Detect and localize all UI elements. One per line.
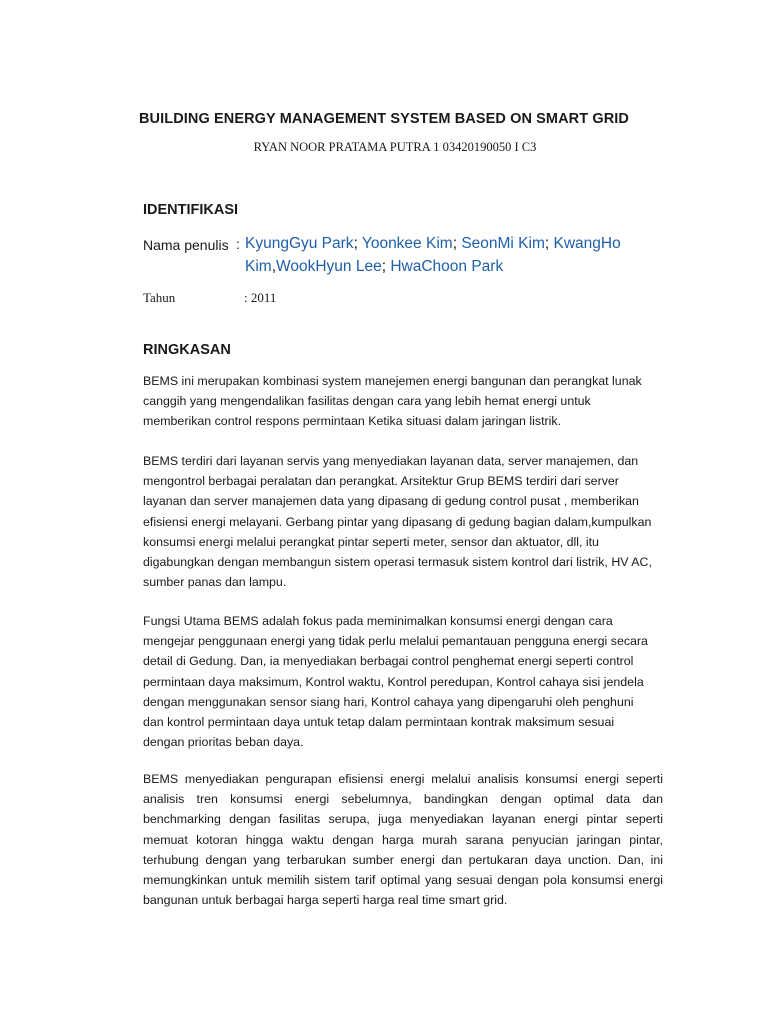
- paragraph-line: dengan menggunakan sensor siang hari, Kontrol cahaya yang dipengaruhi oleh penghuni: [143, 694, 634, 709]
- paragraph: [143, 451, 663, 592]
- author-name: WookHyun Lee: [276, 258, 382, 275]
- paragraph-line: mengejar penggunaan energi yang tidak perlu melalui pemantauan pengguna energi secara: [143, 634, 648, 649]
- paragraph-line: Fungsi Utama BEMS adalah fokus pada meminimalkan konsumsi energi dengan cara: [143, 614, 613, 628]
- author-name: Yoonkee Kim: [361, 235, 453, 252]
- paragraph-line: memuat kotoran hingga waktu dengan harga murah sarana penyucian jaringan pintar,: [143, 832, 663, 847]
- paragraph-line: layanan dan server manajemen data yang dipasang di gedung control pusat , memberikan: [143, 494, 639, 509]
- nama-penulis-colon: :: [236, 236, 240, 252]
- author-name: KyungGyu Park: [245, 235, 354, 252]
- tahun-label: Tahun: [143, 290, 176, 305]
- paragraph-line: BEMS menyediakan pengurapan efisiensi energi melalui analisis konsumsi energi seperti: [143, 772, 663, 786]
- paragraph-line: terhubung dengan yang terbarukan sumber energi dan pertukaran daya unction. Dan, ini: [143, 852, 663, 867]
- paragraph-line: dan kontrol permintaan daya untuk tetap dalam permintaan kontrak maksimum sesuai: [143, 715, 615, 730]
- paragraph: [143, 371, 663, 432]
- paragraph-line: benchmarking dengan fasilitas serupa, juga menyediakan layanan energi pintar seperti: [143, 812, 663, 827]
- paragraph-line: memberikan control respons permintaan Ketika situasi dalam jaringan listrik.: [143, 414, 562, 429]
- paragraph-line: analisis tren konsumsi energi sebelumnya, bandingkan dengan optimal data dan: [143, 792, 663, 807]
- paragraph-line: bangunan untuk berbagai harga seperti harga real time smart grid.: [143, 893, 508, 908]
- paragraph-line: konsumsi energi melalui perangkat pintar seperti meter, sensor dan aktuator, dll, itu: [143, 534, 599, 549]
- paragraph-line: BEMS terdiri dari layanan servis yang menyediakan layanan data, server manajemen, dan: [143, 454, 639, 468]
- section-heading-identifikasi: IDENTIFIKASI: [143, 202, 239, 218]
- paragraph-line: digabungkan dengan membangun sistem operasi termasuk sistem kontrol dari listrik, HV AC,: [143, 555, 652, 570]
- paragraph-line: sumber panas dan lampu.: [143, 575, 287, 590]
- paragraph-line: BEMS ini merupakan kombinasi system manejemen energi bangunan dan perangkat lunak: [143, 374, 642, 388]
- paragraph-line: detail di Gedung. Dan, ia menyediakan berbagai control penghemat energi seperti control: [143, 654, 634, 669]
- paragraph: [143, 769, 663, 910]
- paragraph-line: dengan prioritas beban daya.: [143, 735, 304, 750]
- author-name: HwaChoon Park: [390, 258, 504, 275]
- paragraph-line: permintaan daya maksimum, Kontrol waktu, Kontrol peredupan, Kontrol cahaya sisi jendela: [143, 674, 644, 689]
- nama-penulis-label: Nama penulis: [143, 237, 229, 253]
- author-names: KyungGyu Park; Yoonkee Kim; SeonMi Kim; KwangHo Kim,WookHyun Lee; HwaChoon Park: [245, 235, 621, 275]
- paragraph-line: mengontrol berbagai peralatan dan perangkat. Arsitektur Grup BEMS terdiri dari server: [143, 474, 619, 489]
- paragraph-line: efisiensi energi melayani. Gerbang pintar yang dipasang di gedung bagian dalam,kumpulkan: [143, 514, 652, 529]
- paragraph-line: memungkinkan untuk memilih sistem tarif optimal yang sesuai dengan pola konsumsi energi: [143, 873, 663, 888]
- paragraph: [143, 611, 663, 752]
- paragraph-line: canggih yang mengendalikan fasilitas dengan cara yang lebih hemat energi untuk: [143, 394, 591, 409]
- document-title: BUILDING ENERGY MANAGEMENT SYSTEM BASED ON SMART GRID: [138, 111, 629, 127]
- author-line: RYAN NOOR PRATAMA PUTRA 1 03420190050 I C3: [253, 140, 537, 154]
- author-name: KwangHo Kim: [245, 235, 621, 275]
- section-heading-ringkasan: RINGKASAN: [143, 342, 231, 358]
- tahun-value: : 2011: [244, 290, 277, 305]
- author-name: SeonMi Kim: [461, 235, 545, 252]
